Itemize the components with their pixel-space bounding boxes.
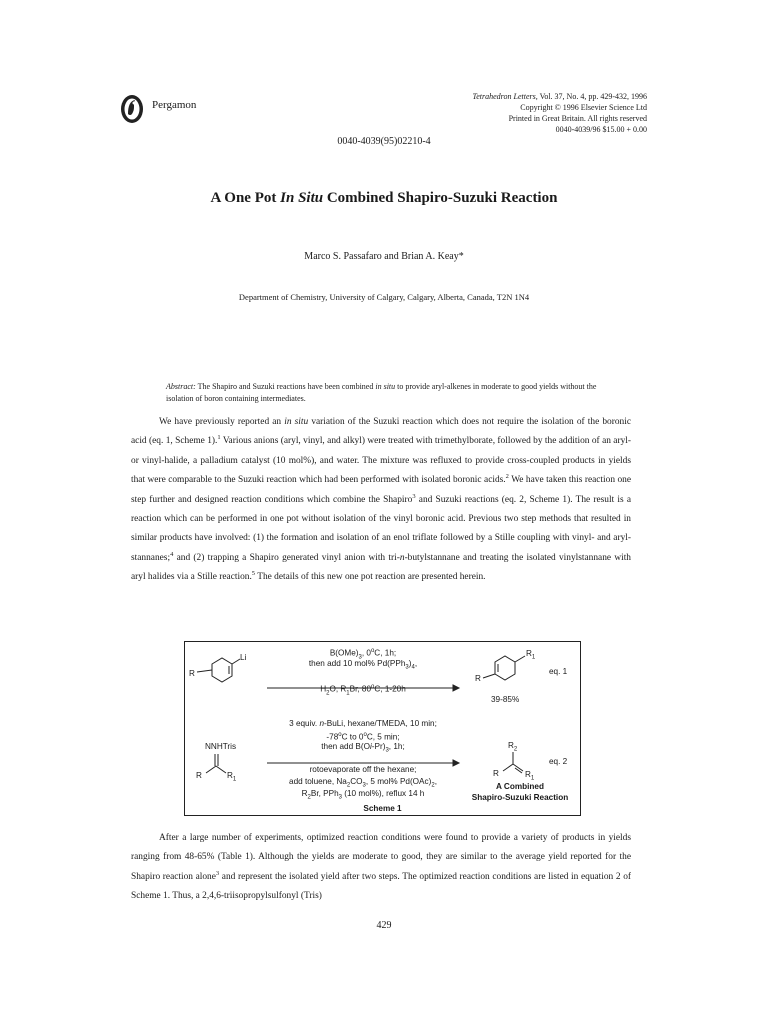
eq2-condition-4: rotoevaporate off the hexane;: [309, 765, 417, 774]
prod1-r1-label: $R_1$: [526, 649, 536, 661]
prod2-r1-label: $R_1$: [525, 770, 535, 782]
prod2-r-bond: [503, 764, 513, 771]
eq2-condition-6: $R_2Br$, PPh$_3$ (10 mol%), reflux 14 h: [301, 789, 425, 801]
prod1-r1-bond: [515, 656, 525, 662]
journal-info: [473, 91, 647, 135]
sm2-r-label: R: [196, 771, 202, 780]
eq2-condition-1: 3 equiv. n-BuLi, hexane/TMEDA, 10 min;: [289, 719, 437, 728]
printed-line: Printed in Great Britain. All rights reserved: [508, 114, 647, 123]
prod1-r-bond: [483, 674, 495, 678]
eq1-label: eq. 1: [549, 667, 568, 676]
page-number: 429: [376, 920, 392, 931]
pergamon-logo-icon: [120, 94, 144, 124]
sm1-r-bond: [197, 670, 212, 672]
prod2-r2-label: $R_2$: [508, 741, 518, 753]
sm2-nnhtris-label: NNHTris: [205, 742, 237, 751]
eq2-condition-5: add toluene, $Na_2CO_3$, 5 mol% $Pd(OAc)_2$,: [289, 777, 437, 789]
paper-title: A One Pot In Situ Combined Shapiro-Suzuki Reaction: [210, 190, 558, 206]
scheme-1-figure: [184, 641, 581, 816]
sm1-li-bond: [232, 659, 240, 664]
publisher-name: Pergamon: [152, 99, 197, 111]
doi-line: 0040-4039(95)02210-4: [337, 136, 431, 147]
issn-line: 0040-4039/96 $15.00 + 0.00: [555, 125, 647, 134]
sm2-r1-label: $R_1$: [227, 771, 237, 783]
scheme-caption: Scheme 1: [363, 804, 402, 813]
prod2-r-label: R: [493, 769, 499, 778]
sm2-r-bond: [206, 766, 216, 773]
sm1-r-label: R: [189, 669, 195, 678]
eq1-condition-3: $H_2O$, $R_1Br$, 80$^o$C, 1-20h: [320, 684, 406, 697]
eq1-condition-2: then add 10 mol% $Pd(PPh_3)_4$,: [308, 659, 418, 671]
eq2-condition-2: -78$^o$C to 0$^o$C, 5 min;: [326, 732, 400, 742]
abstract: Abstract: The Shapiro and Suzuki reactions have been combined in situ to provide aryl-alkenes in moderate to good yields without the isolation of boron containing intermediates.: [166, 382, 597, 403]
eq1-yield: 39-85%: [491, 695, 520, 704]
authors: Marco S. Passafaro and Brian A. Keay*: [304, 251, 464, 262]
journal-citation: Tetrahedron Letters, Vol. 37, No. 4, pp. 429-432, 1996: [472, 92, 647, 101]
sm1-li-label: Li: [240, 653, 247, 662]
eq2-condition-3: then add $B(Oi-Pr)_3$, 1h;: [321, 742, 405, 754]
reaction-name-line-1: A Combined: [496, 782, 544, 791]
copyright-line: Copyright © 1996 Elsevier Science Ltd: [520, 103, 647, 112]
body-paragraph-1: We have previously reported an in situ variation of the Suzuki reaction which does not require the isolation of the boronic acid (eq. 1, Scheme 1).$^1$ Various anions (aryl, vinyl, and alkyl) were treated with trimethylborate, followed by the addition of an aryl- or vinyl-halide, a palladium catalyst (10 mol%), and water. The mixture was refluxed to provide cross-coupled products in yields that were comparable to the Suzuki reaction which had been performed with isolated boronic acids.$^2$ We have taken this reaction one step further and designed reaction conditions which combine the Shapiro$^3$ and Suzuki reactions (eq. 2, Scheme 1). The result is a reaction which can be performed in one pot without isolation of the vinyl boronic acid. Previous two step methods that resulted in similar products have involved: (1) the formation and isolation of an enol triflate followed by a Stille coupling with vinyl- and aryl-stannanes;$^4$ and (2) trapping a Shapiro generated vinyl anion with tri-n-butylstannane and treating the isolated vinylstannane with aryl halides via a Stille reaction.$^5$ The details of this new one pot reaction are presented herein.: [131, 417, 632, 583]
eq2-label: eq. 2: [549, 757, 568, 766]
reaction-name-line-2: Shapiro-Suzuki Reaction: [471, 793, 569, 802]
prod2-r1-bond-b: [515, 768, 522, 773]
sm2-r1-bond: [216, 766, 226, 773]
affiliation: Department of Chemistry, University of Calgary, Calgary, Alberta, Canada, T2N 1N4: [238, 292, 530, 302]
eq1-condition-1: $B(OMe)_3$, 0$^o$C, 1h;: [329, 648, 397, 661]
prod1-r-label: R: [475, 674, 481, 683]
body-paragraph-2: After a large number of experiments, optimized reaction conditions were found to provide a variety of products in yields ranging from 48-65% (Table 1). Although the yields are moderate to good, they are similar to the average yield reported for the Shapiro reaction alone$^3$ and represent the isolated yield after two steps. The optimized reaction conditions are listed in equation 2 of Scheme 1. Thus, a 2,4,6-triisopropylsulfonyl (Tris): [131, 833, 631, 902]
